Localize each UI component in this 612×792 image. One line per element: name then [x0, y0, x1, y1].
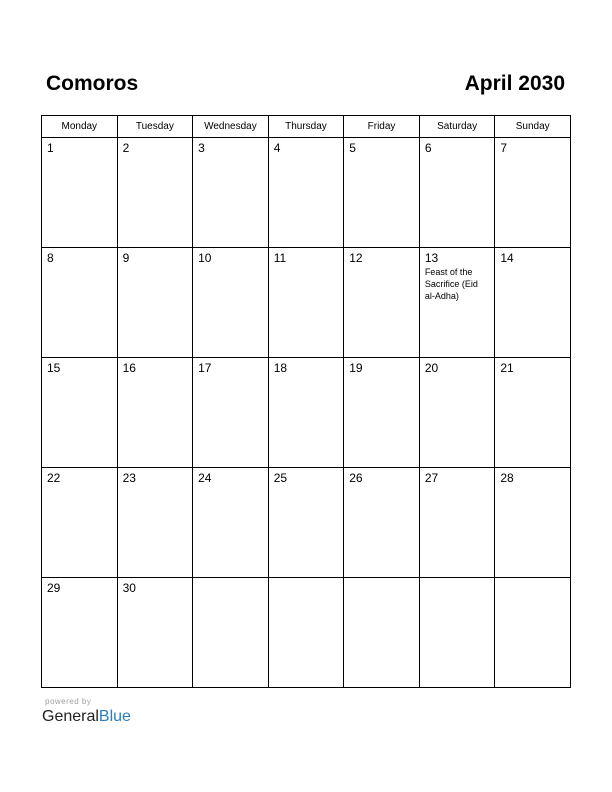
day-cell	[193, 138, 269, 248]
weekday-header: Sunday	[495, 116, 571, 138]
weekday-header: Saturday	[419, 116, 495, 138]
day-number: 23	[122, 471, 136, 485]
day-number: 7	[500, 141, 508, 155]
calendar-grid	[41, 115, 571, 688]
day-cell	[268, 358, 344, 468]
day-cell-empty	[495, 578, 571, 688]
day-number: 9	[122, 251, 130, 265]
day-cell-empty	[344, 578, 420, 688]
day-cell	[419, 138, 495, 248]
day-number: 10	[198, 251, 212, 265]
weekday-header: Wednesday	[193, 116, 269, 138]
day-number: 15	[47, 361, 61, 375]
day-cell	[344, 468, 420, 578]
day-cell	[117, 468, 193, 578]
day-cell	[117, 248, 193, 358]
day-cell	[344, 138, 420, 248]
footer-branding	[42, 696, 131, 727]
day-cell-holiday	[419, 248, 495, 358]
day-cell	[42, 248, 118, 358]
day-number: 5	[349, 141, 356, 155]
day-cell	[117, 578, 193, 688]
week-row	[42, 468, 571, 578]
weekday-header: Tuesday	[117, 116, 193, 138]
day-cell	[117, 358, 193, 468]
week-row	[42, 138, 571, 248]
day-cell	[495, 358, 571, 468]
day-number: 18	[273, 361, 288, 375]
generalblue-logo[interactable]	[42, 707, 131, 727]
day-number: 21	[500, 361, 514, 375]
day-cell	[193, 248, 269, 358]
day-number: 28	[500, 471, 514, 485]
day-number: 17	[198, 361, 212, 375]
day-cell	[419, 468, 495, 578]
day-cell	[42, 468, 118, 578]
day-number: 30	[122, 581, 136, 595]
day-number: 12	[349, 251, 363, 265]
weekday-header: Monday	[42, 116, 118, 138]
day-number: 27	[424, 471, 439, 485]
day-number: 24	[198, 471, 212, 485]
day-number: 16	[122, 361, 136, 375]
day-cell	[193, 468, 269, 578]
day-number: 14	[500, 251, 514, 265]
day-cell	[344, 358, 420, 468]
day-number: 8	[47, 251, 54, 265]
day-number: 13	[424, 251, 439, 265]
day-cell	[193, 358, 269, 468]
day-cell	[268, 248, 344, 358]
day-cell-empty	[419, 578, 495, 688]
day-cell-empty	[268, 578, 344, 688]
day-cell	[42, 358, 118, 468]
day-cell-empty	[193, 578, 269, 688]
weekday-header-row	[42, 116, 571, 138]
day-number: 4	[273, 141, 281, 155]
day-cell	[117, 138, 193, 248]
day-number: 1	[47, 141, 54, 155]
month-year-title: April 2030	[464, 72, 565, 95]
day-cell	[495, 138, 571, 248]
logo-text-general: General	[42, 708, 99, 725]
day-number: 19	[349, 361, 363, 375]
day-cell	[419, 358, 495, 468]
day-number: 20	[424, 361, 439, 375]
logo-text-blue: Blue	[98, 708, 131, 725]
day-cell	[42, 578, 118, 688]
day-number: 22	[47, 471, 61, 485]
day-number: 25	[273, 471, 288, 485]
weekday-header: Thursday	[268, 116, 344, 138]
country-title: Comoros	[46, 72, 139, 95]
day-number: 2	[122, 141, 130, 155]
week-row	[42, 248, 571, 358]
day-number: 6	[424, 141, 432, 155]
weekday-header: Friday	[344, 116, 420, 138]
week-row	[42, 578, 571, 688]
day-cell	[42, 138, 118, 248]
day-number: 11	[273, 251, 287, 265]
calendar-header	[46, 70, 565, 98]
day-cell	[495, 248, 571, 358]
day-number: 3	[198, 141, 205, 155]
day-cell	[268, 468, 344, 578]
day-cell	[344, 248, 420, 358]
day-cell	[268, 138, 344, 248]
day-number: 26	[349, 471, 363, 485]
day-number: 29	[47, 581, 61, 595]
holiday-label: Feast of the Sacrifice (Eid al-Adha)	[424, 267, 478, 301]
day-cell	[495, 468, 571, 578]
powered-by-text: powered by	[45, 697, 92, 706]
week-row	[42, 358, 571, 468]
